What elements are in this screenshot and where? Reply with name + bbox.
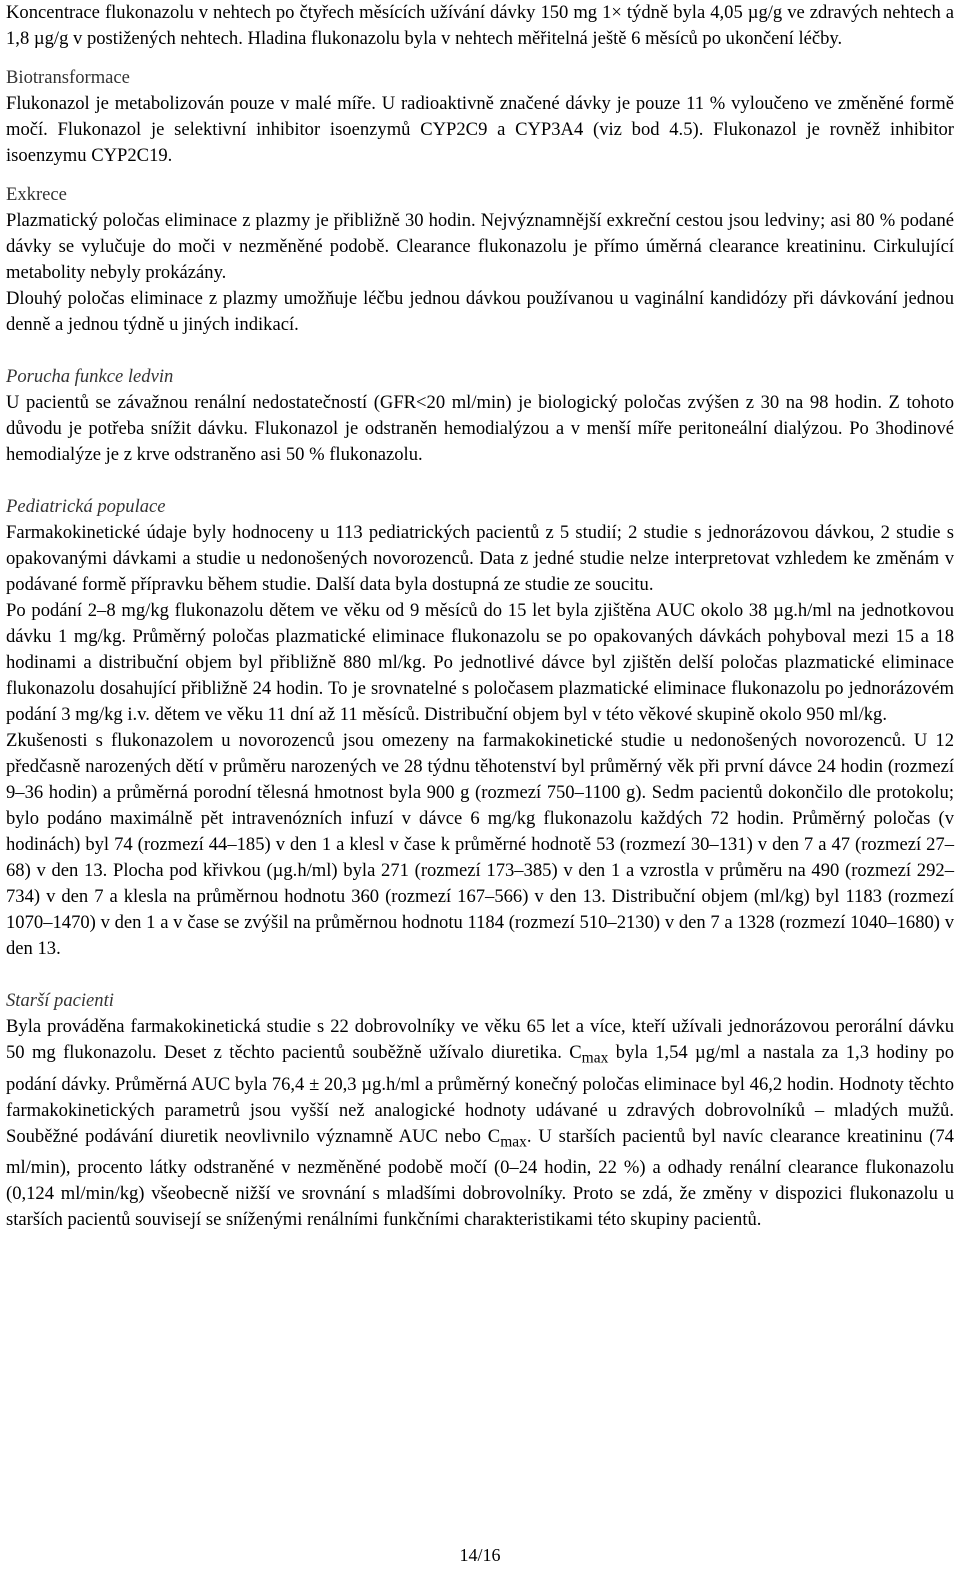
pediatricka-paragraph-1: Farmakokinetické údaje byly hodnoceny u 113 pediatrických pacientů z 5 studií; 2 studie s jednorázovou dávkou, 2 studie s opakovanými dávkami a studie u nedonošených novorozenců. Data z jedné studie nelze interpretovat vzhledem ke změnám v podávané formě přípravku během studie. Další data byla dostupná ze studie ze soucitu.: [6, 522, 954, 595]
page-number: 14/16: [459, 1545, 501, 1565]
starsi-text-1: Byla prováděna farmakokinetická studie s 22 dobrovolníky ve věku 65 let a více, kteří užívali jednorázovou perorální dávku 50 mg flukonazolu. Deset z těchto pacientů souběžně užívalo diuretika. C: [6, 1016, 954, 1063]
section-heading-starsi-pacienti: Starší pacienti: [6, 990, 114, 1011]
document-page: [6, 0, 954, 1233]
section-heading-porucha-funkce-ledvin: Porucha funkce ledvin: [6, 366, 174, 387]
pediatricka-paragraph-3: Zkušenosti s flukonazolem u novorozenců jsou omezeny na farmakokinetické studie u nedonošených novorozenců. U 12 předčasně narozených dětí v průměru narozených ve 28 týdnu těhotenství byl průměrný věk při první dávce 24 hodin (rozmezí 9–36 hodin) a průměrná porodní tělesná hmotnost byla 900 g (rozmezí 750–1100 g). Sedm pacientů dokončilo dle protokolu; bylo podáno maximálně pět intravenózních infuzí v dávce 6 mg/kg flukonazolu každých 72 hodin. Průměrný poločas (v hodinách) byl 74 (rozmezí 44–185) v den 1 a klesl v čase k průměrné hodnotě 53 (rozmezí 30–131) v den 7 a 47 (rozmezí 27–68) v den 13. Plocha pod křivkou (µg.h/ml) byla 271 (rozmezí 173–385) v den 1 a vzrostla v průměru na 490 (rozmezí 292–734) v den 7 a klesla na průměrnou hodnotu 360 (rozmezí 167–566) v den 13. Distribuční objem (ml/kg) byl 1183 (rozmezí 1070–1470) v den 1 a v čase se zvýšil na průměrnou hodnotu 1184 (rozmezí 510–2130) v den 7 a 1328 (rozmezí 1040–1680) v den 13.: [6, 730, 954, 959]
starsi-text-3: . U starších pacientů byl navíc clearance kreatininu (74 ml/min), procento látky odstraněné v nezměněné podobě močí (0–24 hodin, 22 %) a odhady renální clearance flukonazolu (0,124 ml/min/kg) všeobecně nižší ve srovnání s mladšími dobrovolníky. Proto se zdá, že změny v dispozici flukonazolu u starších pacientů souvisejí se sníženými renálními funkčními charakteristikami této skupiny pacientů.: [6, 1125, 954, 1231]
section-heading-exkrece: Exkrece: [6, 184, 67, 205]
biotransformace-paragraph: Flukonazol je metabolizován pouze v malé míře. U radioaktivně značené dávky je pouze 11 % vyloučeno ve změněné formě močí. Flukonazol je selektivní inhibitor isoenzymů CYP2C9 a CYP3A4 (viz bod 4.5). Flukonazol je rovněž inhibitor isoenzymu CYP2C19.: [6, 93, 954, 166]
starsi-text-2: byla 1,54 µg/ml a nastala za 1,3 hodiny po podání dávky. Průměrná AUC byla 76,4 ± 20,3 µg.h/ml a průměrný konečný poločas eliminace byl 46,2 hodin. Hodnoty těchto farmakokinetických parametrů jsou vyšší než analogické hodnoty udávané u zdravých dobrovolníků – mladých mužů. Souběžné podávání diuretik neovlivnilo významně AUC nebo C: [6, 1042, 955, 1147]
intro-paragraph: Koncentrace flukonazolu v nehtech po čtyřech měsících užívání dávky 150 mg 1× týdně byla 4,05 µg/g ve zdravých nehtech a 1,8 µg/g v postižených nehtech. Hladina flukonazolu byla v nehtech měřitelná ještě 6 měsíců po ukončení léčby.: [6, 2, 954, 49]
section-heading-biotransformace: Biotransformace: [6, 67, 130, 88]
cmax-subscript-1: max: [581, 1049, 609, 1067]
pediatricka-paragraph-2: Po podání 2–8 mg/kg flukonazolu dětem ve věku od 9 měsíců do 15 let byla zjištěna AUC okolo 38 µg.h/ml na jednotkovou dávku 1 mg/kg. Průměrný poločas plazmatické eliminace flukonazolu se po opakovaných dávkách pohyboval mezi 15 a 18 hodinami a distribuční objem byl přibližně 880 ml/kg. Po jednotlivé dávce byl zjištěn delší poločas plazmatické eliminace flukonazolu dosahující přibližně 24 hodin. To je srovnatelné s poločasem plazmatické eliminace flukonazolu po jednorázovém podání 3 mg/kg i.v. dětem ve věku 11 dní až 11 měsíců. Distribuční objem byl v této věkové skupině okolo 950 ml/kg.: [6, 600, 954, 725]
porucha-paragraph: U pacientů se závažnou renální nedostatečností (GFR<20 ml/min) je biologický poločas zvýšen z 30 na 98 hodin. Z tohoto důvodu je potřeba snížit dávku. Flukonazol je odstraněn hemodialýzou a v menší míře peritoneální dialýzou. Po 3hodinové hemodialýze je z krve odstraněno asi 50 % flukonazolu.: [6, 392, 954, 465]
exkrece-paragraph-1: Plazmatický poločas eliminace z plazmy je přibližně 30 hodin. Nejvýznamnější exkreční cestou jsou ledviny; asi 80 % podané dávky se vylučuje do moči v nezměněné podobě. Clearance flukonazolu je přímo úměrná clearance kreatininu. Cirkulující metabolity nebyly prokázány.: [6, 210, 954, 283]
cmax-subscript-2: max: [500, 1133, 527, 1151]
exkrece-paragraph-2: Dlouhý poločas eliminace z plazmy umožňuje léčbu jednou dávkou používanou u vaginální kandidózy při dávkování jednou denně a jednou týdně u jiných indikací.: [6, 288, 954, 335]
starsi-paragraph: [6, 1014, 954, 1233]
section-heading-pediatricka-populace: Pediatrická populace: [6, 496, 166, 517]
